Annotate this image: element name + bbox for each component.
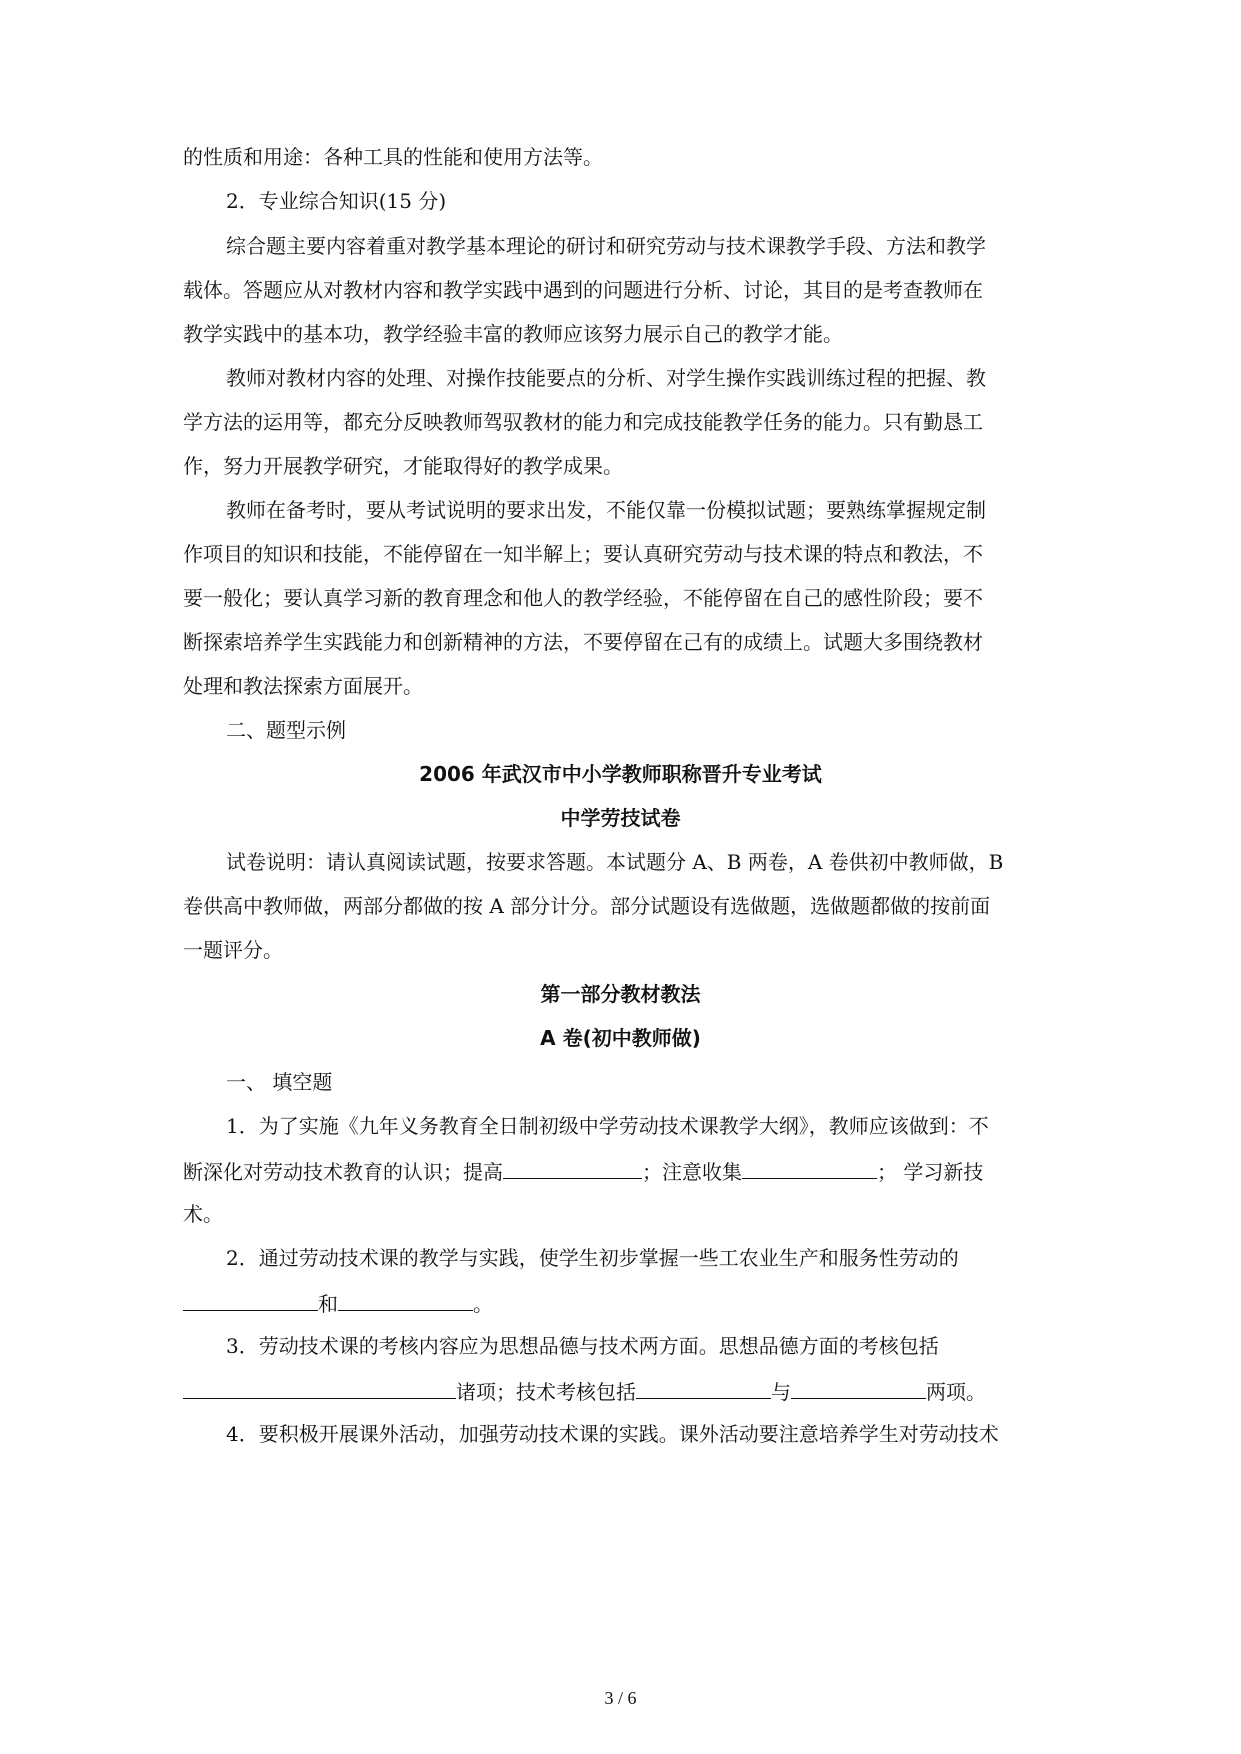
question-text: 诸项；技术考核包括 [456, 1380, 636, 1404]
question-1-line: 1．为了实施《九年义务教育全日制初级中学劳动技术课教学大纲》，教师应该做到：不 [226, 1114, 989, 1138]
paper-title: 中学劳技试卷 [560, 806, 681, 830]
paragraph-line: 教师对教材内容的处理、对操作技能要点的分析、对学生操作实践训练过程的把握、教 [226, 366, 986, 390]
paragraph-line: 学方法的运用等，都充分反映教师驾驭教材的能力和完成技能教学任务的能力。只有勤恳工 [183, 410, 983, 434]
volume-title: A 卷(初中教师做) [540, 1026, 701, 1050]
question-text: 和 [318, 1292, 338, 1316]
question-text: ；注意收集 [642, 1160, 742, 1184]
section-subheading: 2．专业综合知识(15 分) [226, 189, 447, 213]
paragraph-line: 要一般化；要认真学习新的教育理念和他人的教学经验，不能停留在自己的感性阶段；要不 [183, 586, 983, 610]
question-4-line: 4．要积极开展课外活动，加强劳动技术课的实践。课外活动要注意培养学生对劳动技术 [226, 1422, 999, 1446]
question-2-line: 2．通过劳动技术课的教学与实践，使学生初步掌握一些工农业生产和服务性劳动的 [226, 1246, 959, 1270]
exam-title: 2006 年武汉市中小学教师职称晋升专业考试 [419, 762, 822, 786]
question-text: 断深化对劳动技术教育的认识；提高 [183, 1160, 503, 1184]
question-1-line: 术。 [183, 1202, 223, 1226]
page-number: 3 / 6 [604, 1688, 637, 1708]
paragraph-line: 教学实践中的基本功，教学经验丰富的教师应该努力展示自己的教学才能。 [183, 322, 843, 346]
text-line: 的性质和用途：各种工具的性能和使用方法等。 [183, 145, 603, 169]
fill-blank-heading: 一、 填空题 [226, 1070, 333, 1094]
paragraph-line: 作项目的知识和技能，不能停留在一知半解上；要认真研究劳动与技术课的特点和教法，不 [183, 542, 983, 566]
section-heading: 二、题型示例 [226, 718, 346, 742]
question-text: 。 [473, 1292, 493, 1316]
paragraph-line: 综合题主要内容着重对教学基本理论的研讨和研究劳动与技术课教学手段、方法和教学 [226, 234, 986, 258]
question-1-line [183, 1160, 983, 1182]
question-text: ； 学习新技 [877, 1160, 984, 1184]
instructions-line: 试卷说明：请认真阅读试题，按要求答题。本试题分 A、B 两卷，A 卷供初中教师做，B [226, 850, 1004, 874]
question-text: 与 [771, 1380, 791, 1404]
part-title: 第一部分教材教法 [540, 982, 701, 1006]
paragraph-line: 作，努力开展教学研究，才能取得好的教学成果。 [183, 454, 623, 478]
paragraph-line: 断探索培养学生实践能力和创新精神的方法，不要停留在己有的成绩上。试题大多围绕教材 [183, 630, 983, 654]
paragraph-line: 载体。答题应从对教材内容和教学实践中遇到的问题进行分析、讨论，其目的是考查教师在 [183, 278, 983, 302]
paragraph-line: 处理和教法探索方面展开。 [183, 674, 423, 698]
answer-blank[interactable] [636, 1380, 771, 1399]
answer-blank[interactable] [183, 1380, 456, 1399]
answer-blank[interactable] [183, 1292, 318, 1311]
answer-blank[interactable] [791, 1380, 926, 1399]
paragraph-line: 教师在备考时，要从考试说明的要求出发，不能仅靠一份模拟试题；要熟练掌握规定制 [226, 498, 986, 522]
question-3-line [183, 1380, 986, 1402]
instructions-line: 一题评分。 [183, 938, 283, 962]
question-2-line [183, 1292, 493, 1314]
answer-blank[interactable] [338, 1292, 473, 1311]
answer-blank[interactable] [742, 1160, 877, 1179]
question-text: 两项。 [926, 1380, 986, 1404]
question-3-line: 3．劳动技术课的考核内容应为思想品德与技术两方面。思想品德方面的考核包括 [226, 1334, 939, 1358]
instructions-line: 卷供高中教师做，两部分都做的按 A 部分计分。部分试题设有选做题，选做题都做的按前面 [183, 894, 991, 918]
answer-blank[interactable] [503, 1160, 642, 1179]
